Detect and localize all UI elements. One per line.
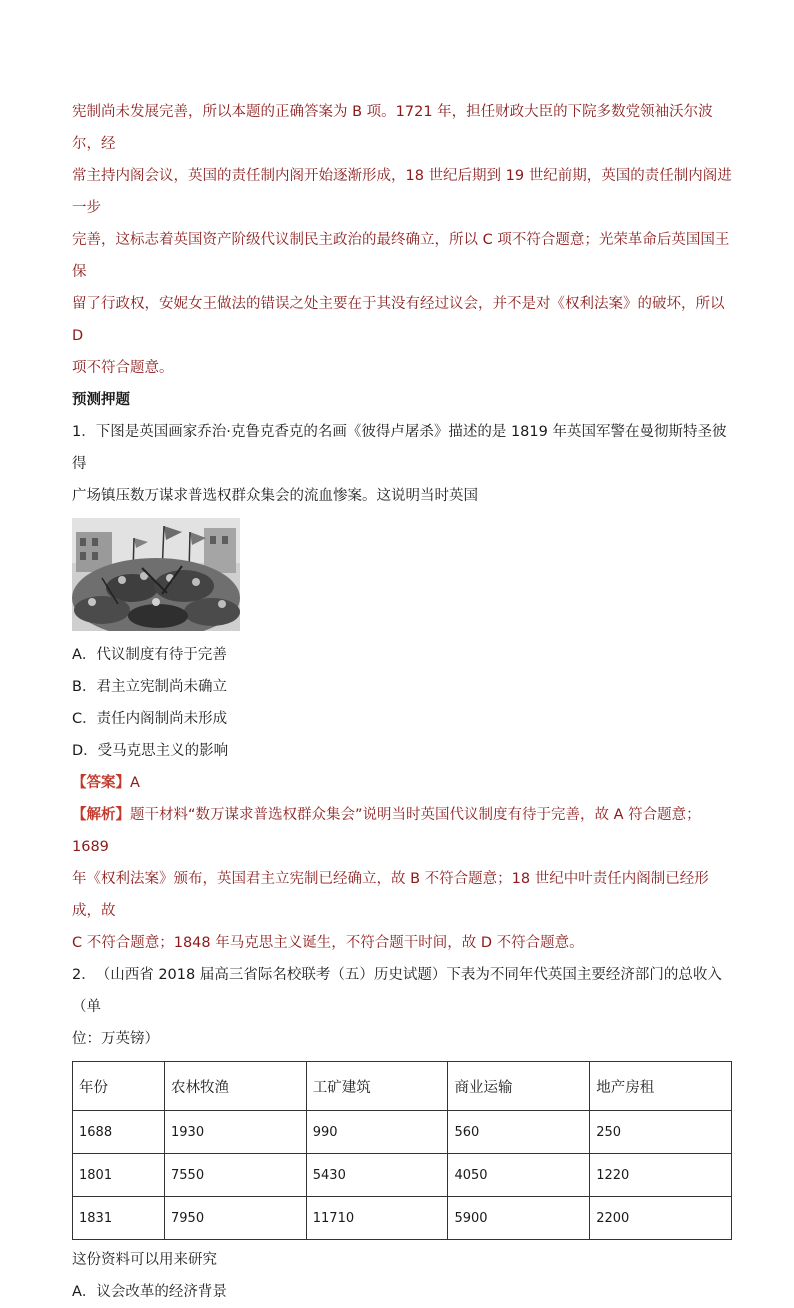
intro-paragraph bbox=[72, 96, 732, 384]
table-cell: 7550 bbox=[165, 1154, 307, 1197]
intro-line: 项不符合题意。 bbox=[72, 360, 174, 376]
answer-tag: 【答案】 bbox=[72, 775, 130, 791]
analysis-block bbox=[72, 799, 732, 959]
intro-line: 常主持内阁会议，英国的责任制内阁开始逐渐形成，18 世纪后期到 19 世纪前期，英国的责任制内阁进一步 bbox=[72, 168, 732, 216]
option-d: D．受马克思主义的影响 bbox=[72, 743, 229, 759]
analysis-text: 题干材料“数万谋求普选权群众集会”说明当时英国代议制度有待于完善，故 A 符合题意；1689 bbox=[72, 807, 701, 855]
table-cell: 1831 bbox=[73, 1197, 165, 1240]
table-header-row bbox=[73, 1062, 732, 1111]
analysis-line: C 不符合题意；1848 年马克思主义诞生，不符合题干时间，故 D 不符合题意。 bbox=[72, 935, 584, 951]
table-cell: 2200 bbox=[590, 1197, 732, 1240]
question-stem-line: 位：万英镑） bbox=[72, 1031, 159, 1047]
table-cell: 1220 bbox=[590, 1154, 732, 1197]
table-header-cell: 年份 bbox=[73, 1062, 165, 1111]
table-cell: 11710 bbox=[306, 1197, 448, 1240]
answer-line bbox=[72, 767, 732, 799]
analysis-tag: 【解析】 bbox=[72, 807, 130, 823]
table-cell: 990 bbox=[306, 1111, 448, 1154]
question-stem-line: 广场镇压数万谋求普选权群众集会的流血惨案。这说明当时英国 bbox=[72, 488, 478, 504]
table-header-cell: 工矿建筑 bbox=[306, 1062, 448, 1111]
table-header-cell: 地产房租 bbox=[590, 1062, 732, 1111]
analysis-line: 年《权利法案》颁布，英国君主立宪制已经确立，故 B 不符合题意；18 世纪中叶责任内阁制已经形成，故 bbox=[72, 871, 709, 919]
analysis-line bbox=[72, 799, 732, 863]
question-1 bbox=[72, 416, 732, 959]
intro-line: 留了行政权，安妮女王做法的错误之处主要在于其没有经过议会，并不是对《权利法案》的破坏，所以 D bbox=[72, 296, 725, 344]
table-row bbox=[73, 1197, 732, 1240]
question-stem-line: 1．下图是英国画家乔治·克鲁克香克的名画《彼得卢屠杀》描述的是 1819 年英国军警在曼彻斯特圣彼得 bbox=[72, 424, 727, 472]
painting-illustration bbox=[72, 518, 240, 631]
table-row bbox=[73, 1111, 732, 1154]
peterloo-painting-image bbox=[72, 518, 240, 631]
intro-line: 完善，这标志着英国资产阶级代议制民主政治的最终确立，所以 C 项不符合题意；光荣革命后英国国王保 bbox=[72, 232, 730, 280]
table-cell: 5900 bbox=[448, 1197, 590, 1240]
table-cell: 1688 bbox=[73, 1111, 165, 1154]
income-table bbox=[72, 1061, 732, 1240]
document-page bbox=[72, 96, 732, 1308]
option-b: B．君主立宪制尚未确立 bbox=[72, 679, 227, 695]
table-cell: 4050 bbox=[448, 1154, 590, 1197]
question-followup-text: 这份资料可以用来研究 bbox=[72, 1252, 217, 1268]
table-header-cell: 商业运输 bbox=[448, 1062, 590, 1111]
option-a: A．代议制度有待于完善 bbox=[72, 647, 227, 663]
table-cell: 5430 bbox=[306, 1154, 448, 1197]
intro-line: 宪制尚未发展完善，所以本题的正确答案为 B 项。1721 年，担任财政大臣的下院多数党领袖沃尔波尔，经 bbox=[72, 104, 713, 152]
section-heading: 预测押题 bbox=[72, 392, 130, 408]
option-c: C．责任内阁制尚未形成 bbox=[72, 711, 228, 727]
table-cell: 7950 bbox=[165, 1197, 307, 1240]
table-cell: 1930 bbox=[165, 1111, 307, 1154]
question-stem-line: 2． （山西省 2018 届高三省际名校联考（五）历史试题）下表为不同年代英国主要经济部门的总收入（单 bbox=[72, 967, 722, 1015]
table-row bbox=[73, 1154, 732, 1197]
table-cell: 1801 bbox=[73, 1154, 165, 1197]
table-header-cell: 农林牧渔 bbox=[165, 1062, 307, 1111]
question-2 bbox=[72, 959, 732, 1308]
option-a: A．议会改革的经济背景 bbox=[72, 1284, 227, 1300]
table-cell: 250 bbox=[590, 1111, 732, 1154]
answer-value: A bbox=[130, 775, 140, 791]
table-cell: 560 bbox=[448, 1111, 590, 1154]
